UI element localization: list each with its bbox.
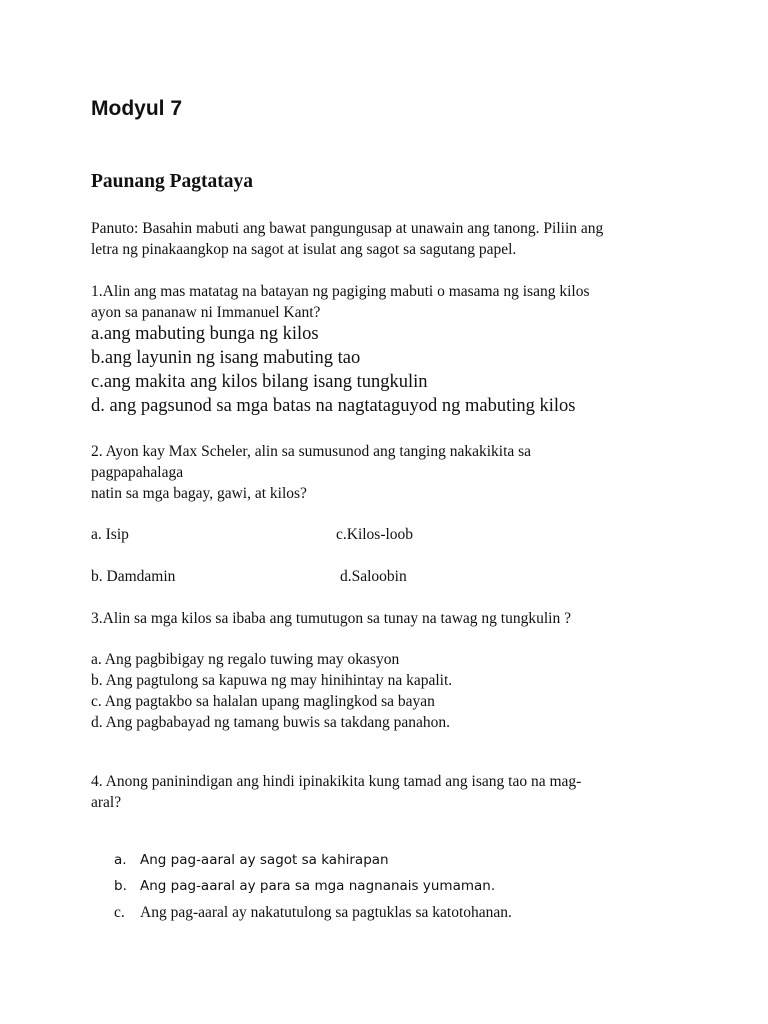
module-title: Modyul 7 <box>91 97 183 120</box>
choice-b: b.ang layunin ng isang mabuting tao <box>91 348 361 368</box>
question-2-text <box>91 441 531 504</box>
choice-d: d.Saloobin <box>340 568 407 585</box>
choice-a: a. Isip <box>91 526 129 543</box>
question-line: 4. Anong paninindigan ang hindi ipinakikita kung tamad ang isang tao na mag- <box>91 773 582 790</box>
choice-label: c. <box>114 904 125 921</box>
choice-d: d. Ang pagbabayad ng tamang buwis sa takdang panahon. <box>91 714 450 731</box>
question-1-choices <box>91 322 576 418</box>
question-3-choices <box>91 649 452 733</box>
choice-a: a. Ang pagbibigay ng regalo tuwing may okasyon <box>91 651 400 668</box>
choice-b: b. Ang pagtulong sa kapuwa ng may hinihintay na kapalit. <box>91 672 453 689</box>
choice-c: c.ang makita ang kilos bilang isang tungkulin <box>91 372 428 392</box>
choice-text: Ang pag-aaral ay sagot sa kahirapan <box>140 852 389 868</box>
question-line: ayon sa pananaw ni Immanuel Kant? <box>91 304 321 321</box>
choice-text: Ang pag-aaral ay nakatutulong sa pagtuklas sa katotohanan. <box>140 904 512 921</box>
question-line: aral? <box>91 794 122 811</box>
question-line: pagpapahalaga <box>91 464 184 481</box>
choice-c: c.Kilos-loob <box>336 526 414 543</box>
choice-label: a. <box>114 852 127 868</box>
choice-a: a.ang mabuting bunga ng kilos <box>91 324 319 344</box>
question-4-text <box>91 771 581 813</box>
choice-b <box>114 877 495 895</box>
section-title: Paunang Pagtataya <box>91 171 253 192</box>
choice-c <box>114 902 512 923</box>
question-3-text: 3.Alin sa mga kilos sa ibaba ang tumutugon sa tunay na tawag ng tungkulin ? <box>91 610 571 627</box>
choice-d: d. ang pagsunod sa mga batas na nagtataguyod ng mabuting kilos <box>91 396 576 416</box>
choice-b: b. Damdamin <box>91 568 176 585</box>
instructions <box>91 218 603 260</box>
question-line: natin sa mga bagay, gawi, at kilos? <box>91 485 307 502</box>
question-line: 1.Alin ang mas matatag na batayan ng pagiging mabuti o masama ng isang kilos <box>91 283 590 300</box>
choice-a <box>114 851 389 869</box>
choice-text: Ang pag-aaral ay para sa mga nagnanais yumaman. <box>140 878 496 894</box>
question-line: 2. Ayon kay Max Scheler, alin sa sumusunod ang tanging nakakikita sa <box>91 443 532 460</box>
choice-label: b. <box>114 878 127 894</box>
choice-c: c. Ang pagtakbo sa halalan upang maglingkod sa bayan <box>91 693 435 710</box>
question-1-text <box>91 281 589 323</box>
instructions-line: Panuto: Basahin mabuti ang bawat pangungusap at unawain ang tanong. Piliin ang <box>91 220 604 237</box>
instructions-line: letra ng pinakaangkop na sagot at isulat ang sagot sa sagutang papel. <box>91 241 517 258</box>
